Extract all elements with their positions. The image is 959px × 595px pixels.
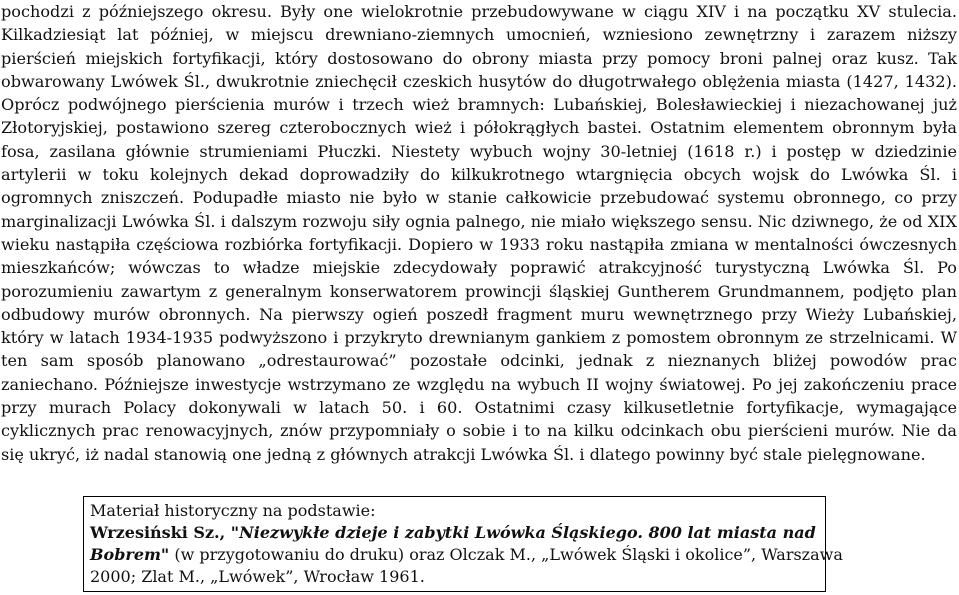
source-author: Wrzesiński Sz.,: [90, 523, 231, 542]
article-body: pochodzi z późniejszego okresu. Były one wielokrotnie przebudowywane w ciągu XIV i na początku XV stulecia. Kilkadziesiąt lat później, w miejscu drewniano-ziemnych umocnień, wzniesiono zewnętrzny i zarazem niższy pierścień miejskich fortyfikacji, który dostosowano do obrony miasta przy pomocy broni palnej oraz kusz. Tak obwarowany Lwówek Śl., dwukrotnie zniechęcił czeskich husytów do długotrwałego oblężenia miasta (1427, 1432). Oprócz podwójnego pierścienia murów i trzech wież bramnych: Lubańskiej, Bolesławieckiej i niezachowanej już Złotoryjskiej, postawiono szereg czterobocznych wież i półokrągłych bastei. Ostatnim elementem obronnym była fosa, zasilana głównie strumieniami Płuczki. Niestety wybuch wojny 30-letniej (1618 r.) i postęp w dziedzinie artylerii w toku kolejnych dekad doprowadziły do kilkukrotnego wtargnięcia obcych wojsk do Lwówka Śl. i ogromnych zniszczeń. Podupadłe miasto nie było w stanie całkowicie przebudować systemu obronnego, co przy marginalizacji Lwówka Śl. i dalszym rozwoju siły ognia palnego, nie miało większego sensu. Nic dziwnego, że od XIX wieku nastąpiła częściowa rozbiórka fortyfikacji. Dopiero w 1933 roku nastąpiła zmiana w mentalności ówczesnych mieszkańców; wówczas to władze miejskie zdecydowały poprawić atrakcyjność turystyczną Lwówka Śl. Po porozumieniu zawartym z generalnym konserwatorem prowincji śląskiej Guntherem Grundmannem, podjęto plan odbudowy murów obronnych. Na pierwszy ogień poszedł fragment muru wewnętrznego przy Wieży Lubańskiej, który w latach 1934-1935 podwyższono i przykryto drewnianym gankiem z pomostem obronnym ze strzelnicami. W ten sam sposób planowano „odrestaurować” pozostałe odcinki, jednak z nieznanych bliżej powodów prac zaniechano. Późniejsze inwestycje wstrzymano ze względu na wybuch II wojny światowej. Po jej zakończeniu prace przy murach Polacy dokonywali w latach 50. i 60. Ostatnimi czasy kilkusetletnie fortyfikacje, wymagające cyklicznych prac renowacyjnych, znów przypomniały o sobie i to na kilku odcinkach obu pierścieni murów. Nie da się ukryć, iż nadal stanowią one jedną z głównych atrakcji Lwówka Śl. i dlatego powinny być stale pielęgnowane.: [1, 2, 957, 464]
source-title-quote: ": [230, 523, 240, 542]
sources-heading: Materiał historyczny na podstawie:: [90, 501, 376, 520]
sources-line-2: [90, 522, 819, 544]
source-title-end: Bobrem": [90, 545, 170, 564]
sources-line-4: 2000; Zlat M., „Lwówek”, Wrocław 1961.: [90, 567, 425, 586]
sources-box: [83, 496, 843, 592]
source-title: Niezwykłe dzieje i zabytki Lwówka Śląskiego. 800 lat miasta nad: [239, 523, 816, 542]
sources-line-3: [90, 544, 843, 566]
source-other-works: (w przygotowaniu do druku) oraz Olczak M., „Lwówek Śląski i okolice”, Warszawa: [169, 545, 843, 564]
